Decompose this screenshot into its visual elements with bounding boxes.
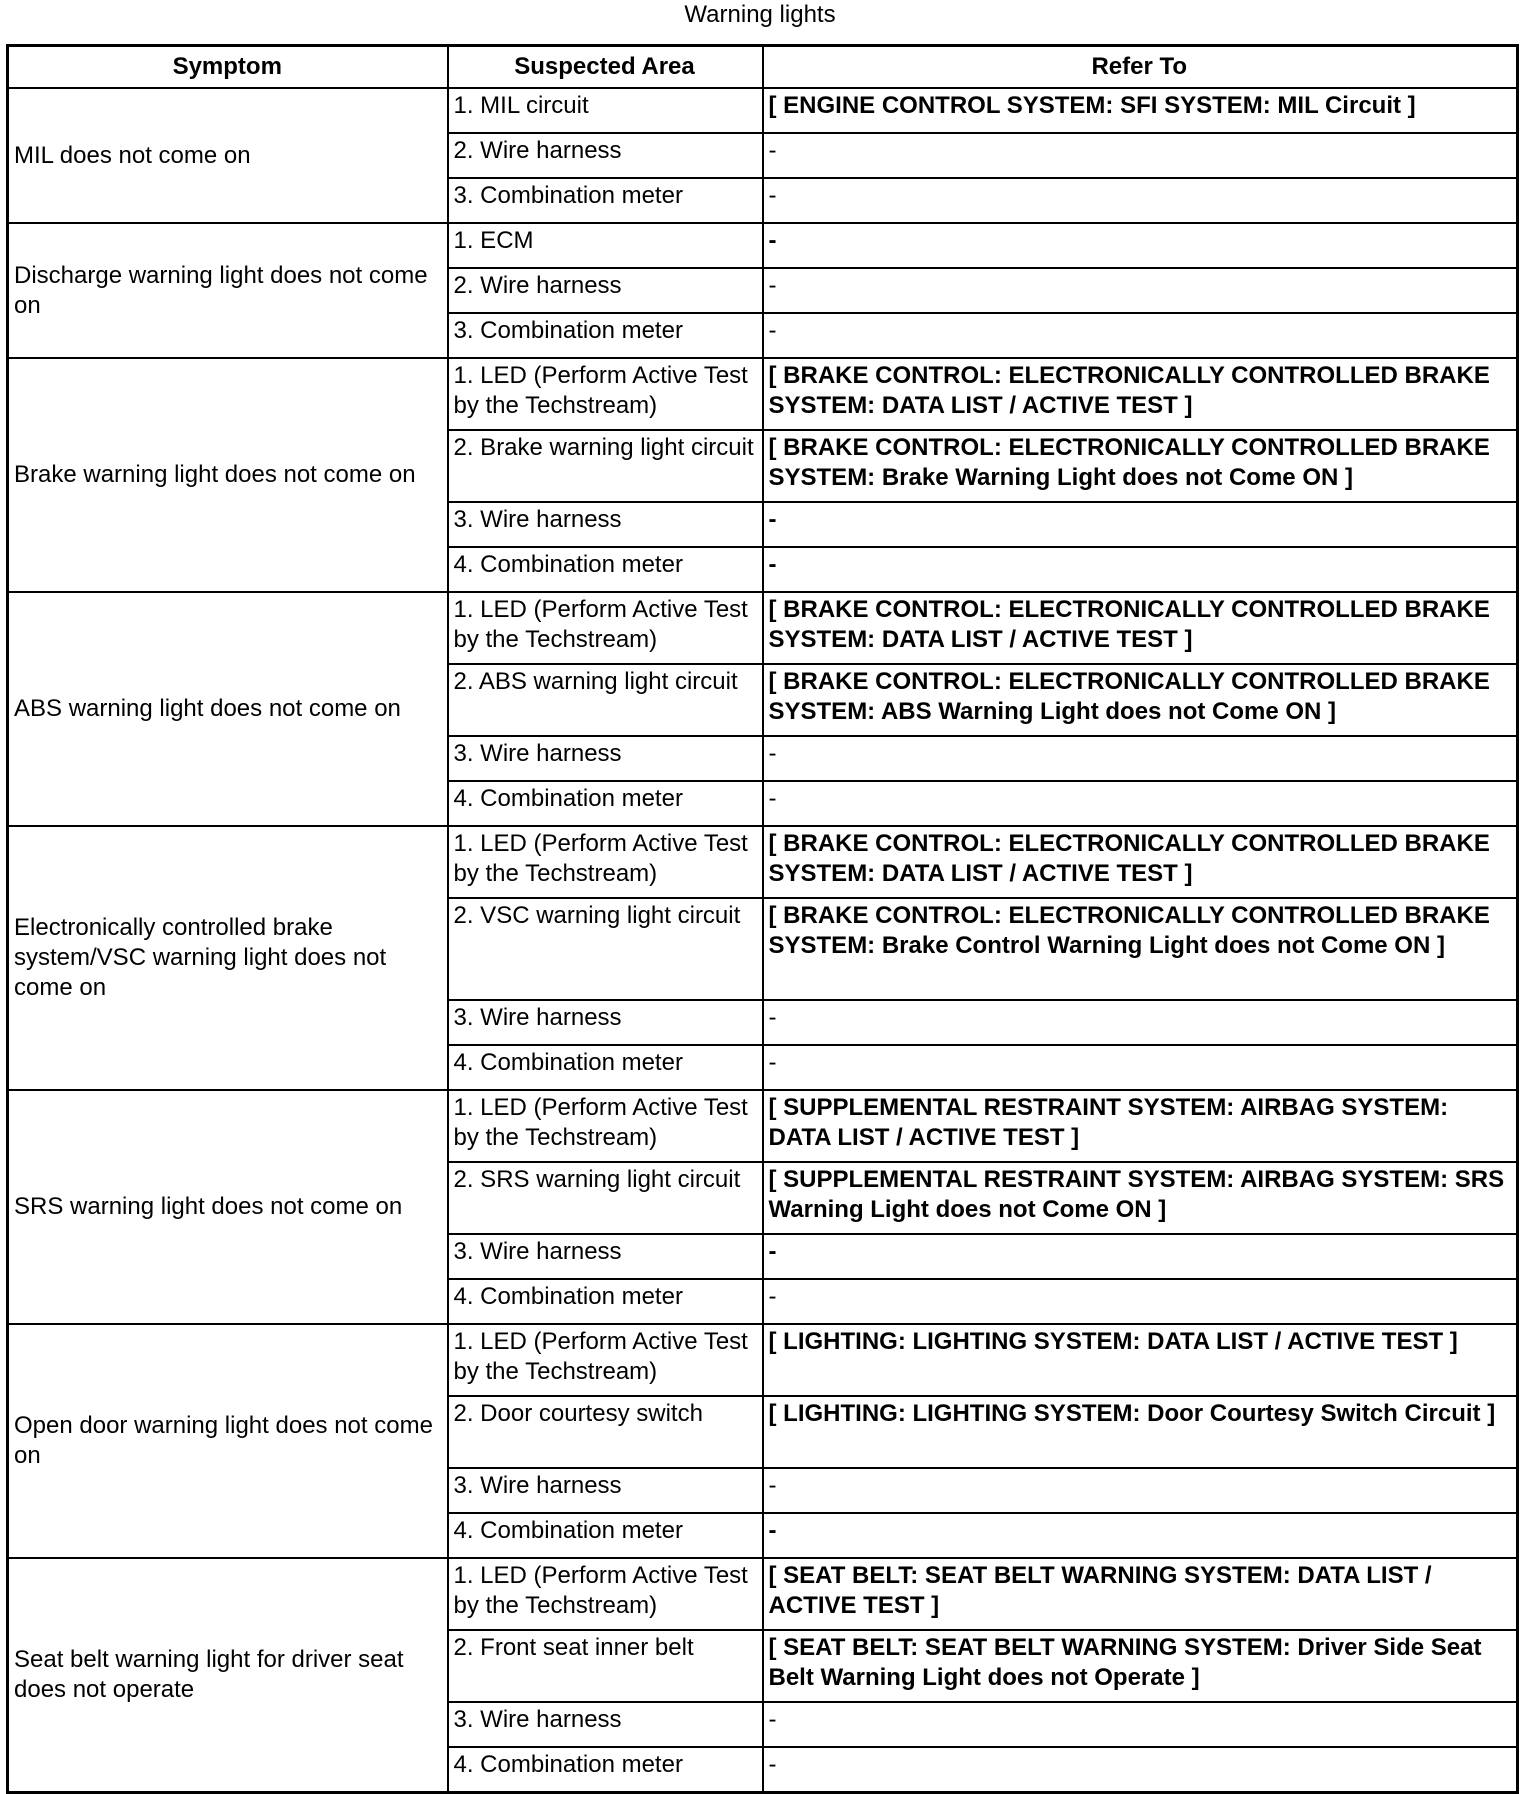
refer-to-cell: - bbox=[763, 133, 1518, 178]
suspected-area-cell: 4. Combination meter bbox=[448, 547, 763, 592]
suspected-area-cell: 2. Front seat inner belt bbox=[448, 1630, 763, 1702]
suspected-area-cell: 1. LED (Perform Active Test by the Techstream) bbox=[448, 1090, 763, 1162]
table-row bbox=[8, 592, 1518, 664]
refer-to-cell: [ SUPPLEMENTAL RESTRAINT SYSTEM: AIRBAG SYSTEM: SRS Warning Light does not Come ON ] bbox=[763, 1162, 1518, 1234]
refer-to-cell: [ BRAKE CONTROL: ELECTRONICALLY CONTROLLED BRAKE SYSTEM: ABS Warning Light does not Come ON ] bbox=[763, 664, 1518, 736]
warning-lights-table bbox=[6, 44, 1519, 1794]
symptom-cell: MIL does not come on bbox=[8, 88, 448, 223]
refer-to-cell: [ SEAT BELT: SEAT BELT WARNING SYSTEM: DATA LIST / ACTIVE TEST ] bbox=[763, 1558, 1518, 1630]
suspected-area-cell: 3. Wire harness bbox=[448, 1234, 763, 1279]
table-row bbox=[8, 88, 1518, 133]
refer-to-cell: [ BRAKE CONTROL: ELECTRONICALLY CONTROLLED BRAKE SYSTEM: DATA LIST / ACTIVE TEST ] bbox=[763, 358, 1518, 430]
table-row bbox=[8, 826, 1518, 898]
refer-to-cell: - bbox=[763, 547, 1518, 592]
suspected-area-cell: 3. Wire harness bbox=[448, 502, 763, 547]
refer-to-cell: [ SEAT BELT: SEAT BELT WARNING SYSTEM: Driver Side Seat Belt Warning Light does not Operate ] bbox=[763, 1630, 1518, 1702]
refer-to-cell: [ LIGHTING: LIGHTING SYSTEM: DATA LIST / ACTIVE TEST ] bbox=[763, 1324, 1518, 1396]
table-row bbox=[8, 358, 1518, 430]
suspected-area-cell: 2. Door courtesy switch bbox=[448, 1396, 763, 1468]
refer-to-cell: - bbox=[763, 1045, 1518, 1090]
suspected-area-cell: 2. Wire harness bbox=[448, 268, 763, 313]
refer-to-cell: - bbox=[763, 1279, 1518, 1324]
refer-to-cell: [ SUPPLEMENTAL RESTRAINT SYSTEM: AIRBAG SYSTEM: DATA LIST / ACTIVE TEST ] bbox=[763, 1090, 1518, 1162]
suspected-area-cell: 1. ECM bbox=[448, 223, 763, 268]
symptom-cell: Seat belt warning light for driver seat does not operate bbox=[8, 1558, 448, 1793]
refer-to-cell: - bbox=[763, 223, 1518, 268]
refer-to-cell: - bbox=[763, 1513, 1518, 1558]
refer-to-cell: - bbox=[763, 502, 1518, 547]
suspected-area-cell: 1. LED (Perform Active Test by the Techstream) bbox=[448, 826, 763, 898]
suspected-area-cell: 1. LED (Perform Active Test by the Techstream) bbox=[448, 358, 763, 430]
symptom-cell: ABS warning light does not come on bbox=[8, 592, 448, 826]
suspected-area-cell: 4. Combination meter bbox=[448, 1279, 763, 1324]
header-suspected-area: Suspected Area bbox=[448, 46, 763, 89]
suspected-area-cell: 3. Wire harness bbox=[448, 1000, 763, 1045]
refer-to-cell: [ BRAKE CONTROL: ELECTRONICALLY CONTROLLED BRAKE SYSTEM: Brake Warning Light does not Come ON ] bbox=[763, 430, 1518, 502]
symptom-cell: Brake warning light does not come on bbox=[8, 358, 448, 592]
suspected-area-cell: 2. SRS warning light circuit bbox=[448, 1162, 763, 1234]
refer-to-cell: - bbox=[763, 1702, 1518, 1747]
suspected-area-cell: 3. Wire harness bbox=[448, 736, 763, 781]
table-body bbox=[8, 88, 1518, 1793]
refer-to-cell: [ BRAKE CONTROL: ELECTRONICALLY CONTROLLED BRAKE SYSTEM: DATA LIST / ACTIVE TEST ] bbox=[763, 592, 1518, 664]
table-row bbox=[8, 1090, 1518, 1162]
symptom-cell: SRS warning light does not come on bbox=[8, 1090, 448, 1324]
suspected-area-cell: 4. Combination meter bbox=[448, 1045, 763, 1090]
suspected-area-cell: 1. LED (Perform Active Test by the Techstream) bbox=[448, 592, 763, 664]
suspected-area-cell: 1. LED (Perform Active Test by the Techstream) bbox=[448, 1324, 763, 1396]
table-row bbox=[8, 1558, 1518, 1630]
table-header-row bbox=[8, 46, 1518, 89]
page-title: Warning lights bbox=[684, 1, 836, 28]
symptom-cell: Discharge warning light does not come on bbox=[8, 223, 448, 358]
table-row bbox=[8, 1324, 1518, 1396]
refer-to-cell: [ ENGINE CONTROL SYSTEM: SFI SYSTEM: MIL Circuit ] bbox=[763, 88, 1518, 133]
suspected-area-cell: 3. Combination meter bbox=[448, 178, 763, 223]
refer-to-cell: - bbox=[763, 781, 1518, 826]
refer-to-cell: - bbox=[763, 313, 1518, 358]
symptom-cell: Electronically controlled brake system/VSC warning light does not come on bbox=[8, 826, 448, 1090]
suspected-area-cell: 3. Combination meter bbox=[448, 313, 763, 358]
table-row bbox=[8, 223, 1518, 268]
refer-to-cell: [ BRAKE CONTROL: ELECTRONICALLY CONTROLLED BRAKE SYSTEM: Brake Control Warning Light does not Come ON ] bbox=[763, 898, 1518, 1000]
refer-to-cell: - bbox=[763, 736, 1518, 781]
refer-to-cell: - bbox=[763, 178, 1518, 223]
suspected-area-cell: 1. LED (Perform Active Test by the Techstream) bbox=[448, 1558, 763, 1630]
suspected-area-cell: 4. Combination meter bbox=[448, 781, 763, 826]
refer-to-cell: - bbox=[763, 268, 1518, 313]
symptom-cell: Open door warning light does not come on bbox=[8, 1324, 448, 1558]
refer-to-cell: - bbox=[763, 1747, 1518, 1793]
suspected-area-cell: 2. Wire harness bbox=[448, 133, 763, 178]
refer-to-cell: - bbox=[763, 1468, 1518, 1513]
refer-to-cell: - bbox=[763, 1234, 1518, 1279]
header-symptom: Symptom bbox=[8, 46, 448, 89]
suspected-area-cell: 3. Wire harness bbox=[448, 1468, 763, 1513]
header-refer-to: Refer To bbox=[763, 46, 1518, 89]
suspected-area-cell: 3. Wire harness bbox=[448, 1702, 763, 1747]
suspected-area-cell: 4. Combination meter bbox=[448, 1513, 763, 1558]
suspected-area-cell: 2. VSC warning light circuit bbox=[448, 898, 763, 1000]
suspected-area-cell: 2. Brake warning light circuit bbox=[448, 430, 763, 502]
refer-to-cell: [ LIGHTING: LIGHTING SYSTEM: Door Courtesy Switch Circuit ] bbox=[763, 1396, 1518, 1468]
refer-to-cell: - bbox=[763, 1000, 1518, 1045]
suspected-area-cell: 1. MIL circuit bbox=[448, 88, 763, 133]
suspected-area-cell: 2. ABS warning light circuit bbox=[448, 664, 763, 736]
refer-to-cell: [ BRAKE CONTROL: ELECTRONICALLY CONTROLLED BRAKE SYSTEM: DATA LIST / ACTIVE TEST ] bbox=[763, 826, 1518, 898]
suspected-area-cell: 4. Combination meter bbox=[448, 1747, 763, 1793]
